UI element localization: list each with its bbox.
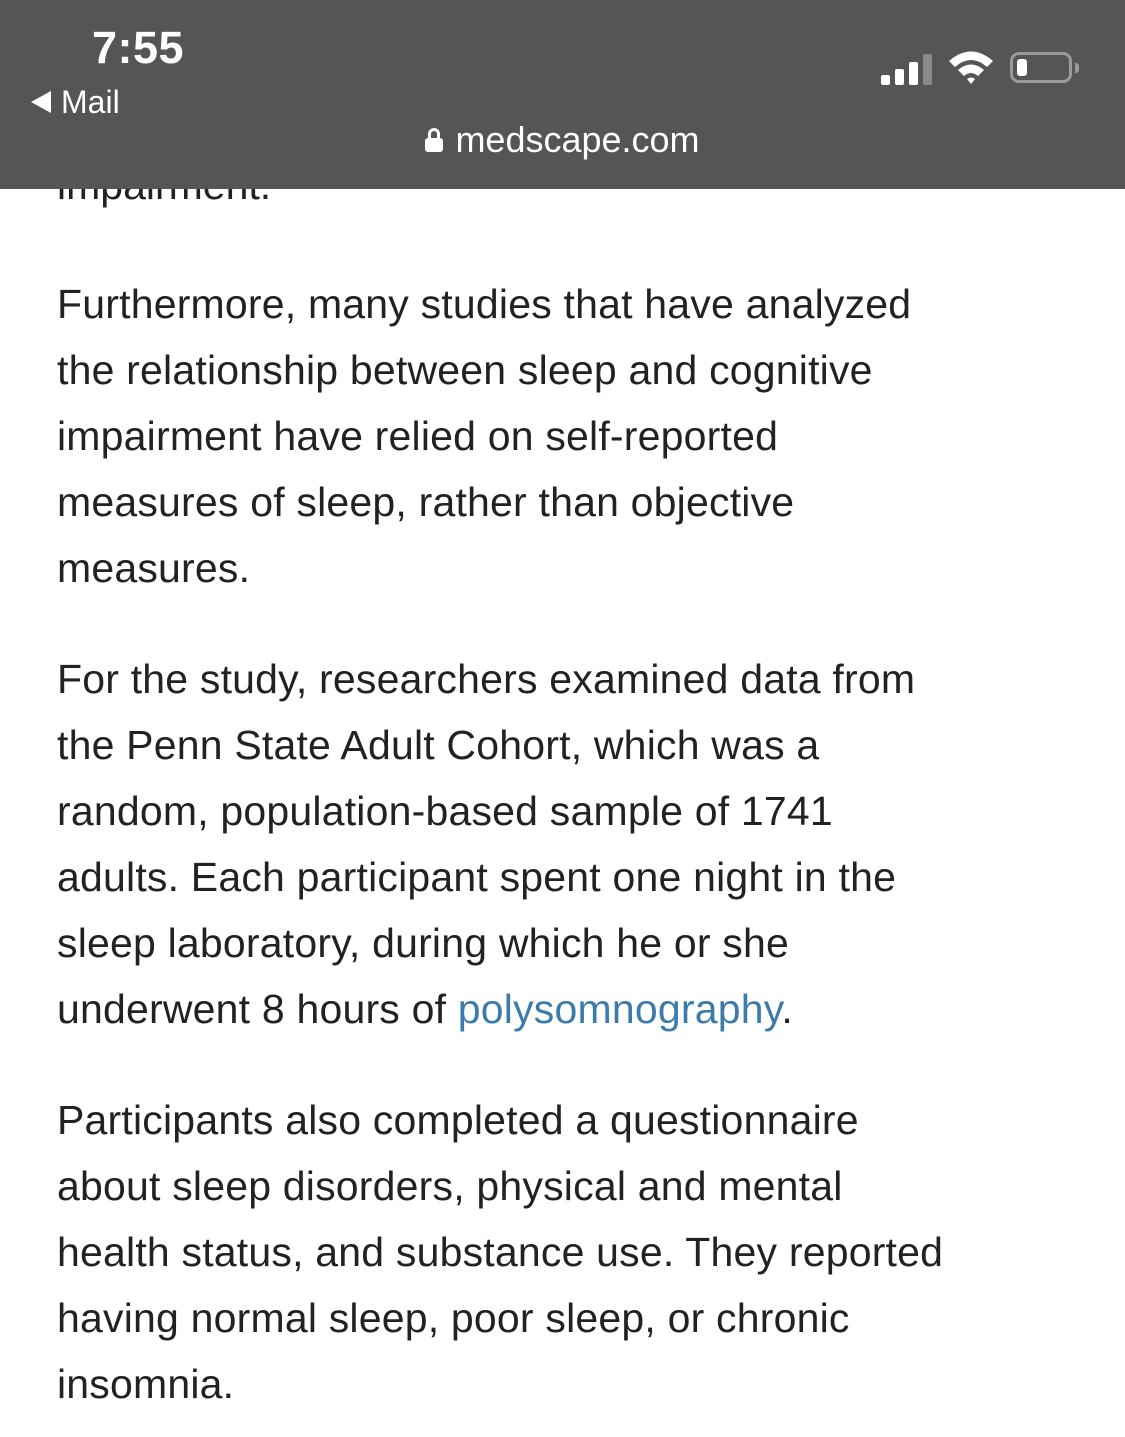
back-app-label: Mail <box>61 84 120 120</box>
browser-chrome <box>0 0 1125 189</box>
paragraph-line: Participants also completed a questionnaire <box>57 1097 859 1143</box>
paragraph-line: insomnia. <box>57 1361 235 1407</box>
article-paragraph-3 <box>57 1087 943 1417</box>
paragraph-line: random, population-based sample of 1741 <box>57 788 833 834</box>
back-to-mail-button[interactable] <box>31 84 120 120</box>
back-triangle-icon <box>31 91 51 113</box>
signal-bar <box>909 62 918 85</box>
article-paragraph-2 <box>57 646 915 1042</box>
article-paragraph-1 <box>57 271 911 601</box>
paragraph-line: Furthermore, many studies that have analyzed <box>57 281 912 327</box>
lock-icon <box>425 128 443 152</box>
paragraph-line: For the study, researchers examined data from <box>57 656 916 702</box>
signal-bar <box>923 54 932 85</box>
paragraph-line: about sleep disorders, physical and mental <box>57 1163 843 1209</box>
paragraph-line: having normal sleep, poor sleep, or chronic <box>57 1295 850 1341</box>
paragraph-line: adults. Each participant spent one night in the <box>57 854 897 900</box>
battery-nub <box>1075 63 1079 73</box>
cellular-signal-icon <box>881 52 932 85</box>
paragraph-line: impairment have relied on self-reported <box>57 413 779 459</box>
battery-level <box>1017 59 1027 76</box>
paragraph-text: . <box>781 986 793 1032</box>
signal-bar <box>881 75 890 85</box>
paragraph-line: the relationship between sleep and cognitive <box>57 347 873 393</box>
address-bar[interactable] <box>0 118 1125 162</box>
paragraph-line: measures. <box>57 545 251 591</box>
status-time: 7:55 <box>92 22 185 73</box>
signal-bar <box>895 69 904 85</box>
url-text: medscape.com <box>455 119 700 160</box>
wifi-icon <box>947 48 995 86</box>
paragraph-text: underwent 8 hours of <box>57 986 458 1032</box>
paragraph-line: the Penn State Adult Cohort, which was a <box>57 722 820 768</box>
battery-icon <box>1010 52 1072 83</box>
paragraph-line: measures of sleep, rather than objective <box>57 479 795 525</box>
paragraph-line: health status, and substance use. They reported <box>57 1229 944 1275</box>
paragraph-line <box>57 976 915 1042</box>
paragraph-line: sleep laboratory, during which he or she <box>57 920 789 966</box>
polysomnography-link[interactable]: polysomnography <box>457 986 782 1032</box>
lock-body <box>425 138 443 152</box>
